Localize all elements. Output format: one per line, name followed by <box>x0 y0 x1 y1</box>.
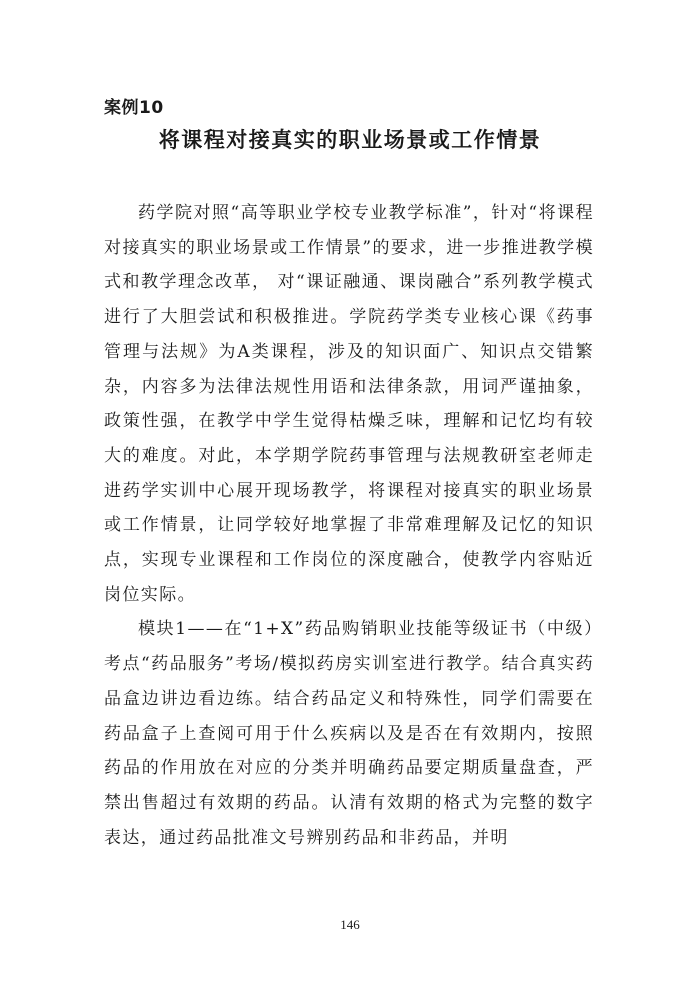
case-label: 案例10 <box>104 98 164 118</box>
paragraph: 模块1——在“1+X”药品购销职业技能等级证书（中级）考点“药品服务”考场/模拟药房实训室进行教学。结合真实药品盒边讲边看边练。结合药品定义和特殊性，同学们需要在药品盒子上查阅可用于什么疾病以及是否在有效期内，按照药品的作用放在对应的分类并明确药品要定期质量盘查，严禁出售超过有效期的药品。认清有效期的格式为完整的数字表达，通过药品批准文号辨别药品和非药品，并明 <box>104 619 594 848</box>
page-number: 146 <box>340 917 360 932</box>
page-title: 将课程对接真实的职业场景或工作情景 <box>158 127 542 152</box>
body-text <box>104 196 594 855</box>
paragraph: 药学院对照“高等职业学校专业教学标准”，针对“将课程对接真实的职业场景或工作情景”的要求，进一步推进教学模式和教学理念改革， 对“课证融通、课岗融合”系列教学模式进行了大胆尝试和积极推进。学院药学类专业核心课《药事管理与法规》为A类课程，涉及的知识面广、知识点交错繁杂，内容多为法律法规性用语和法律条款，用词严谨抽象，政策性强，在教学中学生觉得枯燥乏味，理解和记忆均有较大的难度。对此，本学期学院药事管理与法规教研室老师走进药学实训中心展开现场教学，将课程对接真实的职业场景或工作情景，让同学较好地掌握了非常难理解及记忆的知识点，实现专业课程和工作岗位的深度融合，使教学内容贴近岗位实际。 <box>104 203 594 605</box>
